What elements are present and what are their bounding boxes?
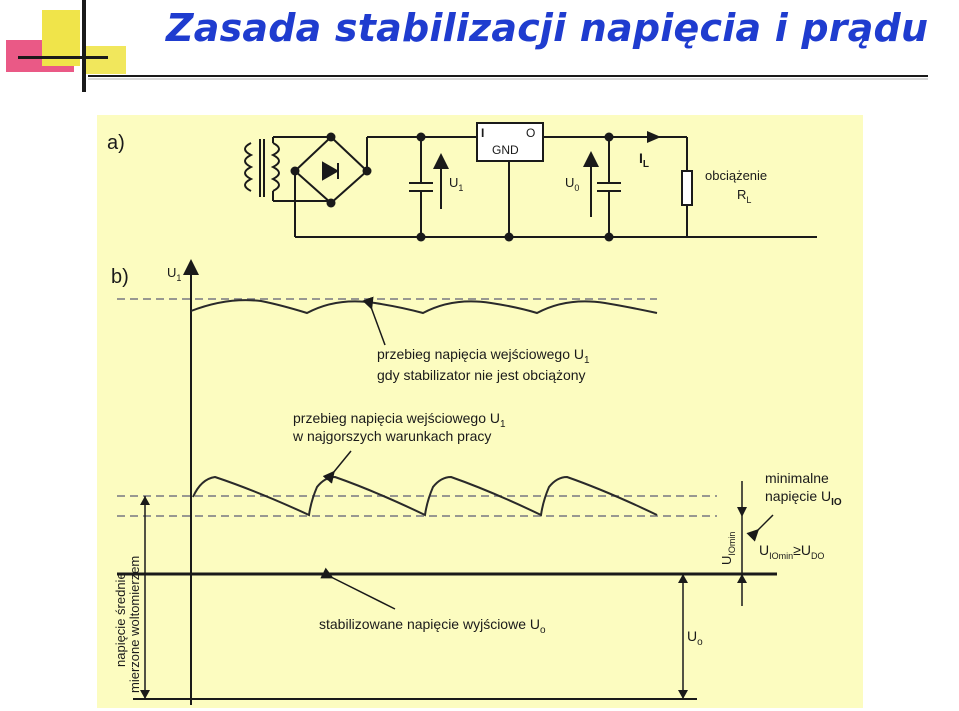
side-label-line1: napięcie średnie — [113, 572, 128, 667]
annotation-1-line1: przebieg napięcia wejściowego $U_1$ — [377, 346, 590, 366]
u0-cap-label: $U_0$ — [565, 175, 580, 193]
condition-label: $U_{IOmin}\ge U_{DO}$ — [759, 542, 825, 561]
node-dot — [605, 133, 614, 142]
node-dot — [291, 167, 300, 176]
u0-dim-arrow-bottom — [678, 690, 688, 699]
regulator-pin-out: O — [526, 126, 536, 140]
u1-cap-label: $U_1$ — [449, 175, 464, 193]
annotation-4-pointer — [331, 577, 395, 609]
load-resistor — [682, 137, 692, 237]
il-current-arrow — [647, 131, 661, 143]
load-label-line1: obciążenie — [705, 168, 768, 183]
node-dot — [417, 133, 426, 142]
regulator-pin-in: I — [481, 126, 485, 140]
side-label-line2: mierzone woltomierzem — [127, 555, 142, 693]
node-dot — [327, 133, 336, 142]
title-underline-shadow — [88, 78, 928, 80]
node-dot — [605, 233, 614, 242]
panel-b-label: b) — [111, 266, 129, 288]
load-label-line2: $R_L$ — [737, 187, 752, 205]
il-label: $I_L$ — [639, 150, 649, 170]
annotation-1-line2-text: gdy stabilizator nie jest obciążony — [377, 367, 586, 383]
decor-yellow-square-2 — [86, 46, 126, 74]
input-capacitor — [409, 137, 433, 237]
decor-vertical-line — [82, 0, 86, 92]
uio-min-vertical-label: $U_{IOmin}$ — [719, 531, 737, 565]
node-dot — [327, 199, 336, 208]
node-dot — [363, 167, 372, 176]
unloaded-ripple-wave — [191, 300, 657, 313]
uio-min-dim-arrow-top — [737, 507, 747, 517]
u0-dimension-label: $U_o$ — [687, 628, 703, 648]
decor-horizontal-line — [18, 56, 108, 59]
node-dot — [417, 233, 426, 242]
avg-dim-arrow-top — [140, 496, 150, 505]
panel-a-label: a) — [107, 132, 125, 154]
node-dot — [505, 233, 514, 242]
regulator-gnd-label: GND — [492, 143, 519, 157]
annotation-3-line1: minimalne — [765, 470, 829, 486]
annotation-2-pointer — [333, 451, 351, 473]
annotation-3-line2: napięcie $U_{IO}$ — [765, 488, 842, 508]
annotation-3-pointer — [757, 515, 773, 531]
title-underline — [88, 75, 928, 77]
annotation-1-pointer — [371, 307, 385, 345]
annotation-4-line1: stabilizowane napięcie wyjściowe $U_o$ — [319, 616, 546, 636]
annotation-2-line1: przebieg napięcia wejściowego $U_1$ — [293, 410, 506, 430]
y-axis-label: $U_1$ — [167, 265, 182, 283]
diagram-panel — [97, 115, 863, 708]
slide-title: Zasada stabilizacji napięcia i prądu — [166, 6, 929, 50]
diagram-svg — [97, 115, 863, 708]
annotation-2-line2: w najgorszych warunkach pracy — [293, 428, 492, 444]
